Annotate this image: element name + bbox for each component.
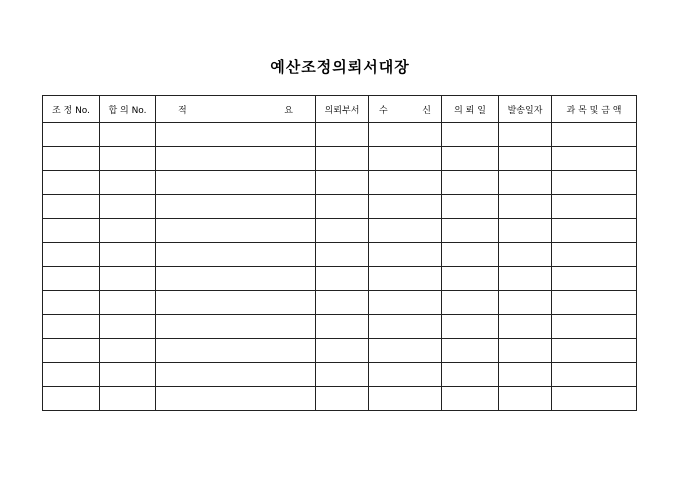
table-cell[interactable] [369, 219, 442, 243]
table-cell[interactable] [316, 291, 369, 315]
table-cell[interactable] [100, 363, 156, 387]
header-adjust-no: 조 정 No. [43, 96, 100, 123]
table-cell[interactable] [552, 387, 637, 411]
table-cell[interactable] [499, 171, 552, 195]
table-row [43, 123, 637, 147]
table-cell[interactable] [43, 147, 100, 171]
table-cell[interactable] [156, 195, 316, 219]
table-cell[interactable] [442, 387, 499, 411]
table-cell[interactable] [499, 243, 552, 267]
table-cell[interactable] [316, 339, 369, 363]
header-agree-no: 합 의 No. [100, 96, 156, 123]
table-cell[interactable] [316, 363, 369, 387]
table-cell[interactable] [316, 387, 369, 411]
table-cell[interactable] [43, 291, 100, 315]
table-cell[interactable] [43, 171, 100, 195]
header-request-date: 의 뢰 일 [442, 96, 499, 123]
table-cell[interactable] [156, 291, 316, 315]
table-cell[interactable] [43, 339, 100, 363]
table-cell[interactable] [552, 315, 637, 339]
table-cell[interactable] [442, 123, 499, 147]
table-cell[interactable] [369, 363, 442, 387]
table-row [43, 147, 637, 171]
table-cell[interactable] [43, 123, 100, 147]
table-row [43, 315, 637, 339]
table-cell[interactable] [316, 267, 369, 291]
table-row [43, 219, 637, 243]
table-cell[interactable] [100, 219, 156, 243]
table-cell[interactable] [442, 195, 499, 219]
table-cell[interactable] [442, 267, 499, 291]
table-cell[interactable] [552, 339, 637, 363]
table-cell[interactable] [499, 291, 552, 315]
table-cell[interactable] [369, 171, 442, 195]
table-cell[interactable] [156, 339, 316, 363]
table-cell[interactable] [369, 267, 442, 291]
table-cell[interactable] [499, 147, 552, 171]
table-row [43, 387, 637, 411]
table-cell[interactable] [43, 267, 100, 291]
table-cell[interactable] [552, 171, 637, 195]
table-cell[interactable] [43, 387, 100, 411]
header-recipient [369, 96, 442, 123]
table-cell[interactable] [43, 315, 100, 339]
table-cell[interactable] [316, 123, 369, 147]
header-row [43, 96, 637, 123]
header-recipient-left: 수 [379, 105, 388, 116]
table-cell[interactable] [552, 291, 637, 315]
table-cell[interactable] [369, 123, 442, 147]
table-cell[interactable] [100, 171, 156, 195]
table-row [43, 243, 637, 267]
table-cell[interactable] [499, 339, 552, 363]
table-cell[interactable] [100, 243, 156, 267]
header-summary-left: 적 [178, 105, 187, 116]
table-cell[interactable] [369, 291, 442, 315]
table-cell[interactable] [442, 363, 499, 387]
table-cell[interactable] [156, 219, 316, 243]
table-cell[interactable] [499, 123, 552, 147]
table-cell[interactable] [156, 315, 316, 339]
table-cell[interactable] [156, 147, 316, 171]
table-cell[interactable] [442, 315, 499, 339]
table-cell[interactable] [369, 243, 442, 267]
table-cell[interactable] [499, 195, 552, 219]
table-cell[interactable] [316, 171, 369, 195]
table-cell[interactable] [156, 267, 316, 291]
table-row [43, 363, 637, 387]
table-cell[interactable] [316, 147, 369, 171]
table-row [43, 195, 637, 219]
page-title: 예산조정의뢰서대장 [270, 58, 410, 76]
table-cell[interactable] [552, 363, 637, 387]
table-cell[interactable] [316, 315, 369, 339]
table-cell[interactable] [100, 267, 156, 291]
table-cell[interactable] [316, 243, 369, 267]
table-cell[interactable] [43, 219, 100, 243]
ledger-body [43, 123, 637, 411]
table-cell[interactable] [156, 387, 316, 411]
table-cell[interactable] [43, 363, 100, 387]
table-cell[interactable] [442, 171, 499, 195]
table-cell[interactable] [100, 339, 156, 363]
table-cell[interactable] [369, 195, 442, 219]
table-cell[interactable] [369, 339, 442, 363]
table-cell[interactable] [156, 363, 316, 387]
table-cell[interactable] [552, 195, 637, 219]
table-row [43, 291, 637, 315]
table-cell[interactable] [316, 219, 369, 243]
header-recipient-right: 신 [422, 105, 431, 116]
table-cell[interactable] [552, 147, 637, 171]
table-cell[interactable] [156, 243, 316, 267]
header-summary [156, 96, 316, 123]
table-cell[interactable] [499, 267, 552, 291]
table-cell[interactable] [100, 315, 156, 339]
table-row [43, 339, 637, 363]
table-row [43, 171, 637, 195]
table-cell[interactable] [499, 315, 552, 339]
table-cell[interactable] [43, 195, 100, 219]
table-cell[interactable] [100, 387, 156, 411]
table-cell[interactable] [552, 219, 637, 243]
table-cell[interactable] [552, 267, 637, 291]
header-requesting-dept: 의뢰부서 [316, 96, 369, 123]
table-cell[interactable] [43, 243, 100, 267]
table-cell[interactable] [100, 147, 156, 171]
table-cell[interactable] [369, 315, 442, 339]
table-cell[interactable] [442, 291, 499, 315]
table-cell[interactable] [499, 219, 552, 243]
table-cell[interactable] [100, 291, 156, 315]
table-cell[interactable] [100, 123, 156, 147]
table-cell[interactable] [369, 387, 442, 411]
ledger-table [42, 95, 637, 411]
table-cell[interactable] [552, 243, 637, 267]
table-cell[interactable] [369, 147, 442, 171]
header-account-amount: 과 목 및 금 액 [552, 96, 637, 123]
table-cell[interactable] [499, 387, 552, 411]
table-cell[interactable] [100, 195, 156, 219]
table-cell[interactable] [442, 219, 499, 243]
header-summary-right: 요 [284, 105, 293, 116]
table-cell[interactable] [442, 147, 499, 171]
table-cell[interactable] [499, 363, 552, 387]
table-cell[interactable] [156, 171, 316, 195]
table-cell[interactable] [442, 339, 499, 363]
table-cell[interactable] [316, 195, 369, 219]
table-cell[interactable] [552, 123, 637, 147]
header-send-date: 발송일자 [499, 96, 552, 123]
table-cell[interactable] [442, 243, 499, 267]
table-row [43, 267, 637, 291]
table-cell[interactable] [156, 123, 316, 147]
